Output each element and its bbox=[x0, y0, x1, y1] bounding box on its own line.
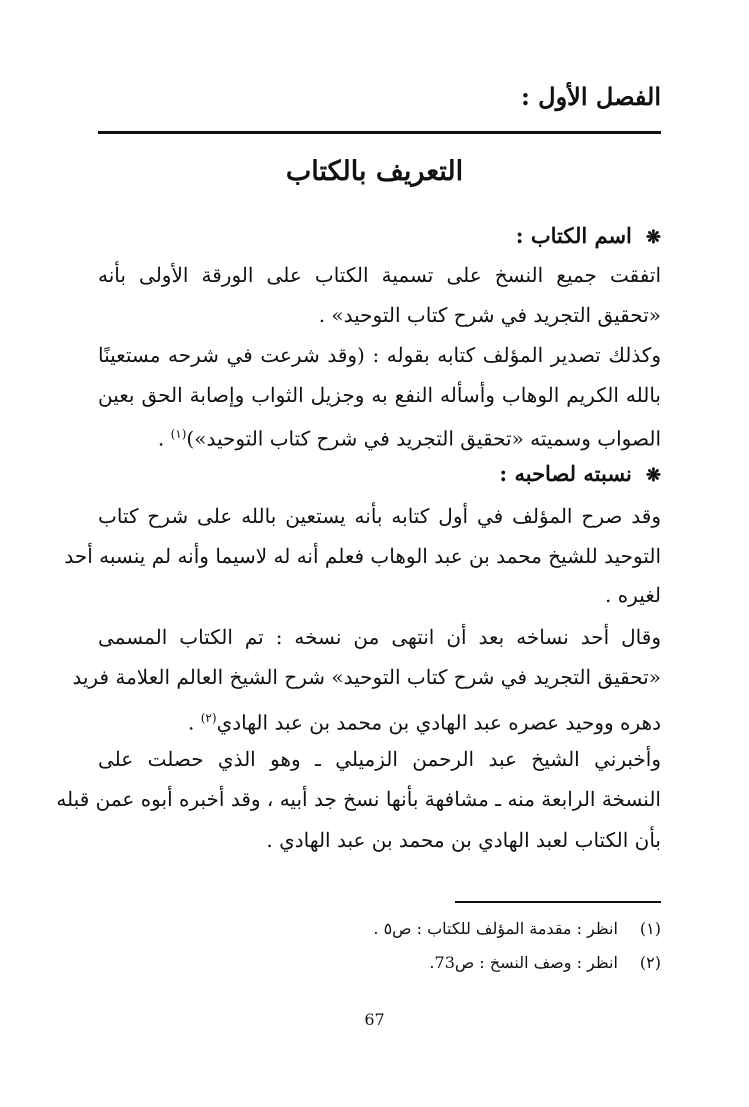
text-line: النسخة الرابعة منه ـ مشافهة بأنها نسخ جد أبيه ، وقد أخبره أبوه عمن قبله bbox=[56, 787, 661, 811]
end-dot: . bbox=[188, 710, 195, 735]
header-rule bbox=[98, 131, 661, 134]
text-line: بأن الكتاب لعبد الهادي بن محمد بن عبد الهادي . bbox=[266, 828, 661, 852]
text-line: وقد صرح المؤلف في أول كتابه بأنه يستعين بالله على شرح كتاب bbox=[98, 504, 661, 528]
subheading-text: نسبته لصاحبه : bbox=[499, 461, 632, 486]
footnote-number: (١) bbox=[639, 919, 661, 938]
text-line: وقال أحد نساخه بعد أن انتهى من نسخه : تم الكتاب المسمى bbox=[98, 625, 661, 649]
text-line bbox=[158, 419, 661, 449]
subheading-text: اسم الكتاب : bbox=[515, 223, 632, 248]
footnote-ref: (٢) bbox=[200, 711, 217, 725]
text-line: «تحقيق التجريد في شرح كتاب التوحيد» . bbox=[318, 303, 661, 327]
footnote bbox=[429, 951, 661, 975]
footnote-text: انظر : مقدمة المؤلف للكتاب : ص٥ . bbox=[373, 919, 618, 938]
subheading-book-name bbox=[516, 221, 661, 251]
footnote-rule bbox=[455, 901, 661, 903]
text-segment: دهره ووحيد عصره عبد الهادي بن محمد بن عبد الهادي bbox=[216, 710, 661, 735]
text-line: «تحقيق التجريد في شرح كتاب التوحيد» شرح الشيخ العالم العلامة فريد bbox=[72, 665, 661, 689]
section-title: التعريف بالكتاب bbox=[285, 156, 464, 187]
page-number: 67 bbox=[364, 1010, 385, 1029]
asterism-icon: ❋ bbox=[645, 465, 661, 486]
asterism-icon: ❋ bbox=[645, 227, 661, 248]
footnote bbox=[373, 917, 661, 941]
text-line: اتفقت جميع النسخ على تسمية الكتاب على الورقة الأولى بأنه bbox=[98, 263, 661, 287]
end-dot: . bbox=[157, 426, 165, 451]
text-line: التوحيد للشيخ محمد بن عبد الوهاب فعلم أنه له لاسيما وأنه لم ينسبه أحد bbox=[64, 544, 661, 568]
footnote-number: (٢) bbox=[639, 953, 661, 972]
footnote-text: انظر : وصف النسخ : ص73. bbox=[429, 953, 618, 972]
text-line: وأخبرني الشيخ عبد الرحمن الزميلي ـ وهو الذي حصلت على bbox=[98, 747, 661, 771]
text-line: بالله الكريم الوهاب وأسأله النفع به وجزيل الثواب وإصابة الحق بعين bbox=[98, 383, 661, 407]
text-line: وكذلك تصدير المؤلف كتابه بقوله : (وقد شرعت في شرحه مستعينًا bbox=[98, 343, 661, 367]
subheading-attribution bbox=[499, 459, 661, 489]
text-line: لغيره . bbox=[604, 583, 661, 607]
text-segment: الصواب وسميته «تحقيق التجريد في شرح كتاب التوحيد») bbox=[186, 426, 661, 451]
chapter-heading: الفصل الأول : bbox=[520, 82, 661, 111]
text-line bbox=[188, 703, 661, 733]
footnote-ref: (١) bbox=[170, 427, 187, 441]
